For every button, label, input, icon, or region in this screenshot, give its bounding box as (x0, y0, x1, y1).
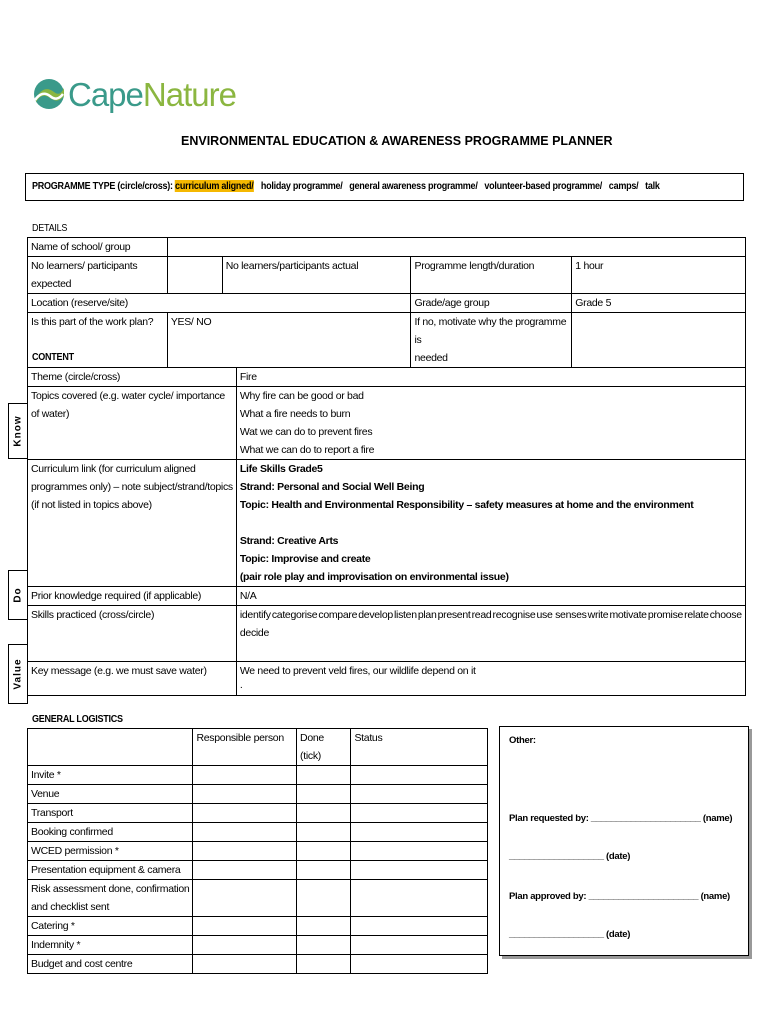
skill-item[interactable]: decide (239, 627, 270, 639)
topics-list (236, 387, 745, 460)
page-title: ENVIRONMENTAL EDUCATION & AWARENESS PROGRAMME PLANNER (181, 134, 613, 148)
know-tab: Know (8, 403, 28, 459)
programme-length-value[interactable]: 1 hour (572, 257, 746, 294)
curriculum-line: Topic: Health and Environmental Responsibility – safety measures at home and the environment (239, 499, 694, 511)
motivate-field[interactable] (572, 313, 746, 368)
programme-type-box (25, 173, 744, 201)
date-line-1[interactable]: ___________________ (date) (509, 851, 631, 862)
programme-type-highlight[interactable]: curriculum aligned/ (175, 180, 254, 192)
logistics-row-label: Risk assessment done, confirmation and checklist sent (28, 880, 193, 917)
school-label: Name of school/ group (28, 238, 168, 257)
motivate-label: If no, motivate why the programme is needed (411, 313, 572, 368)
topic-item: What we can do to report a fire (239, 444, 375, 456)
grade-value[interactable]: Grade 5 (572, 294, 746, 313)
curriculum-label: Curriculum link (for curriculum aligned programmes only) – note subject/strand/topics (if not listed in topics above) (28, 460, 237, 587)
logistics-heading: GENERAL LOGISTICS (32, 713, 123, 725)
date-line-2[interactable]: ___________________ (date) (509, 929, 631, 940)
brand-name: CapeNature (68, 76, 236, 113)
skill-item[interactable]: identify (239, 609, 271, 621)
skill-item[interactable]: use senses (536, 609, 587, 621)
skill-item[interactable]: write (587, 609, 609, 621)
logistics-row-label: WCED permission * (28, 842, 193, 861)
skill-item[interactable]: motivate (609, 609, 647, 621)
content-heading: CONTENT (32, 351, 74, 363)
workplan-value[interactable]: YES/ NO (167, 313, 411, 368)
programme-type-line (32, 177, 660, 195)
learners-expected-label: No learners/ participants expected (28, 257, 168, 294)
capenature-logo (32, 70, 236, 118)
logistics-row-label: Booking confirmed (28, 823, 193, 842)
skill-item[interactable]: read (471, 609, 492, 621)
plan-approved-line[interactable]: Plan approved by: ______________________ (name) (509, 891, 730, 902)
curriculum-line (240, 514, 742, 532)
skill-item[interactable]: present (437, 609, 471, 621)
topic-item: Wat we can do to prevent fires (239, 426, 373, 438)
logistics-table (27, 728, 488, 974)
prior-knowledge-label: Prior knowledge required (if applicable) (28, 587, 237, 606)
skill-item[interactable]: plan (417, 609, 437, 621)
location-label: Location (reserve/site) (28, 294, 411, 313)
learners-expected-field[interactable] (167, 257, 222, 294)
key-message-label: Key message (e.g. we must save water) (28, 662, 237, 696)
skill-item[interactable]: choose (709, 609, 742, 621)
logistics-row-label: Venue (28, 785, 193, 804)
programme-type-options[interactable]: holiday programme/ general awareness programme/ volunteer-based programme/ camps/ talk (260, 180, 660, 192)
skill-item[interactable]: recognise (492, 609, 536, 621)
curriculum-line: Life Skills Grade5 (239, 463, 323, 475)
curriculum-lines (236, 460, 745, 587)
programme-type-label: PROGRAMME TYPE (circle/cross): (32, 180, 173, 192)
theme-value[interactable]: Fire (236, 368, 745, 387)
curriculum-line: Topic: Improvise and create (239, 553, 371, 565)
skill-item[interactable]: categorise (271, 609, 318, 621)
grade-label: Grade/age group (411, 294, 572, 313)
topic-item: What a fire needs to burn (239, 408, 351, 420)
col-done-header: Done (tick) (297, 729, 351, 766)
topic-item: Why fire can be good or bad (239, 390, 364, 402)
content-table (27, 367, 746, 696)
skill-item[interactable]: develop (358, 609, 393, 621)
other-box (499, 726, 749, 956)
value-tab: Value (8, 644, 28, 704)
col-responsible-header: Responsible person (193, 729, 297, 766)
capenature-logo-icon (32, 70, 66, 118)
logistics-row-label: Transport (28, 804, 193, 823)
logistics-row-label: Budget and cost centre (28, 955, 193, 974)
plan-requested-line[interactable]: Plan requested by: ______________________ (name) (509, 813, 733, 824)
programme-length-label: Programme length/duration (411, 257, 572, 294)
logistics-row-label: Invite * (28, 766, 193, 785)
prior-knowledge-value[interactable]: N/A (236, 587, 745, 606)
logistics-row-label: Indemnity * (28, 936, 193, 955)
logistics-row-label: Presentation equipment & camera (28, 861, 193, 880)
details-table (27, 237, 746, 368)
skill-item[interactable]: compare (318, 609, 358, 621)
learners-actual-label: No learners/participants actual (222, 257, 411, 294)
skills-cell (236, 606, 745, 662)
col-status-header: Status (351, 729, 488, 766)
topics-label: Topics covered (e.g. water cycle/ importance of water) (28, 387, 237, 460)
skill-item[interactable]: listen (394, 609, 417, 621)
skills-label: Skills practiced (cross/circle) (28, 606, 237, 662)
skills-list (240, 606, 742, 624)
details-heading: DETAILS (32, 222, 68, 234)
school-field[interactable] (167, 238, 745, 257)
curriculum-line: (pair role play and improvisation on environmental issue) (239, 571, 509, 583)
logistics-row-label: Catering * (28, 917, 193, 936)
curriculum-line: Strand: Personal and Social Well Being (239, 481, 425, 493)
key-message-value[interactable]: We need to prevent veld fires, our wildlife depend on it . (236, 662, 745, 696)
curriculum-line: Strand: Creative Arts (239, 535, 339, 547)
do-tab: Do (8, 570, 28, 620)
workplan-label: Is this part of the work plan? (28, 313, 168, 368)
theme-label: Theme (circle/cross) (28, 368, 237, 387)
skill-item[interactable]: relate (684, 609, 709, 621)
skill-item[interactable]: promise (647, 609, 684, 621)
other-label: Other: (509, 735, 536, 746)
